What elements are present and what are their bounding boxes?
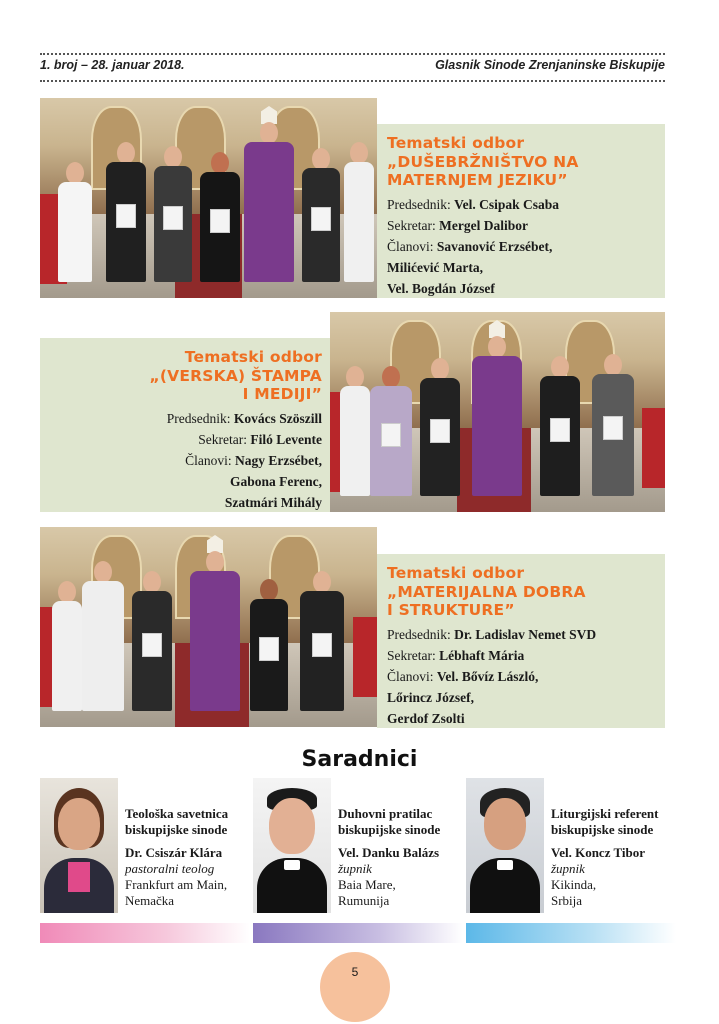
collaborator-1-place-2: Nemačka — [125, 893, 175, 908]
committee-1-title-line-1: Tematski odbor — [387, 134, 525, 152]
committee-2-title-line-2: „(VERSKA) ŠTAMPA — [149, 366, 322, 385]
collaborator-3-photo — [466, 778, 544, 913]
collaborator-3-color-bar — [466, 923, 676, 943]
collaborator-1-role-1: Teološka savetnica — [125, 806, 229, 821]
committee-3-member-2: Lőrincz József, — [387, 689, 474, 705]
collaborator-2-place-1: Baia Mare, — [338, 877, 396, 892]
committee-2-members: Članovi: Nagy Erzsébet, — [185, 452, 322, 468]
committee-3-members: Članovi: Vel. Bővíz László, — [387, 668, 539, 684]
collaborator-3-place-2: Srbija — [551, 893, 583, 908]
committee-1-members: Članovi: Savanović Erzsébet, — [387, 238, 553, 254]
collaborator-2-role-2: biskupijske sinode — [338, 822, 441, 837]
top-dotted-rule — [40, 53, 665, 55]
committee-3-info — [377, 554, 665, 728]
collaborator-3-name: Vel. Koncz Tibor — [551, 845, 646, 860]
collaborator-2-color-bar — [253, 923, 463, 943]
collaborator-3-role-2: biskupijske sinode — [551, 822, 654, 837]
collaborator-2-place-2: Rumunija — [338, 893, 390, 908]
committee-2-president: Predsednik: Kovács Szöszill — [166, 410, 322, 426]
committee-1-president: Predsednik: Vel. Csipak Csaba — [387, 196, 560, 212]
collaborator-1-place-1: Frankfurt am Main, — [125, 877, 228, 892]
committee-2-member-3: Szatmári Mihály — [224, 494, 322, 510]
committee-3-secretary: Sekretar: Lébhaft Mária — [387, 647, 525, 663]
collaborator-2-title: župnik — [338, 861, 372, 876]
collaborator-1-role-2: biskupijske sinode — [125, 822, 228, 837]
committee-1-title-line-3: MATERNJEM JEZIKU” — [387, 171, 568, 189]
header-dotted-rule — [40, 80, 665, 82]
collaborator-2-photo — [253, 778, 331, 913]
collaborator-2-name: Vel. Danku Balázs — [338, 845, 440, 860]
committee-2-photo — [330, 312, 665, 512]
committee-1-secretary: Sekretar: Mergel Dalibor — [387, 217, 528, 233]
committee-3-title-line-1: Tematski odbor — [387, 564, 525, 582]
page-number: 5 — [351, 965, 359, 979]
committee-2-title-line-1: Tematski odbor — [184, 348, 322, 366]
committee-2-member-2: Gabona Ferenc, — [230, 473, 322, 489]
collaborator-2-role-1: Duhovni pratilac — [338, 806, 433, 821]
committee-3-president: Predsednik: Dr. Ladislav Nemet SVD — [387, 626, 597, 642]
collaborator-1-color-bar — [40, 923, 250, 943]
publication-name: Glasnik Sinode Zrenjaninske Biskupije — [435, 58, 665, 72]
issue-date: 1. broj – 28. januar 2018. — [40, 58, 185, 72]
committee-1-member-2: Milićević Marta, — [387, 259, 483, 275]
committee-1-info — [377, 124, 665, 298]
collaborator-3 — [466, 778, 681, 948]
committee-2-secretary: Sekretar: Filó Levente — [198, 431, 322, 447]
collaborator-1-title: pastoralni teolog — [125, 861, 215, 876]
collaborator-3-place-1: Kikinda, — [551, 877, 597, 892]
collaborator-1-name: Dr. Csiszár Klára — [125, 845, 223, 860]
page-header — [40, 58, 665, 76]
collaborator-1 — [40, 778, 255, 948]
committee-1-title-line-2: „DUŠEBRŽNIŠTVO NA — [387, 152, 579, 171]
committee-3-title-line-3: I STRUKTURE” — [387, 601, 515, 619]
committee-1-member-3: Vel. Bogdán József — [387, 280, 495, 296]
committee-3-photo — [40, 527, 377, 727]
collaborator-1-photo — [40, 778, 118, 913]
committee-3-member-3: Gerdof Zsolti — [387, 710, 465, 726]
committee-2-title-line-3: I MEDIJI” — [242, 385, 322, 403]
collaborator-3-title: župnik — [551, 861, 585, 876]
committee-1-photo — [40, 98, 377, 298]
collaborator-3-role-1: Liturgijski referent — [551, 806, 659, 821]
committee-2-info — [40, 338, 330, 512]
page-number-badge — [320, 952, 390, 1022]
section-title-saradnici: Saradnici — [301, 747, 418, 772]
committee-3-title-line-2: „MATERIJALNA DOBRA — [387, 582, 586, 601]
collaborator-2 — [253, 778, 468, 948]
